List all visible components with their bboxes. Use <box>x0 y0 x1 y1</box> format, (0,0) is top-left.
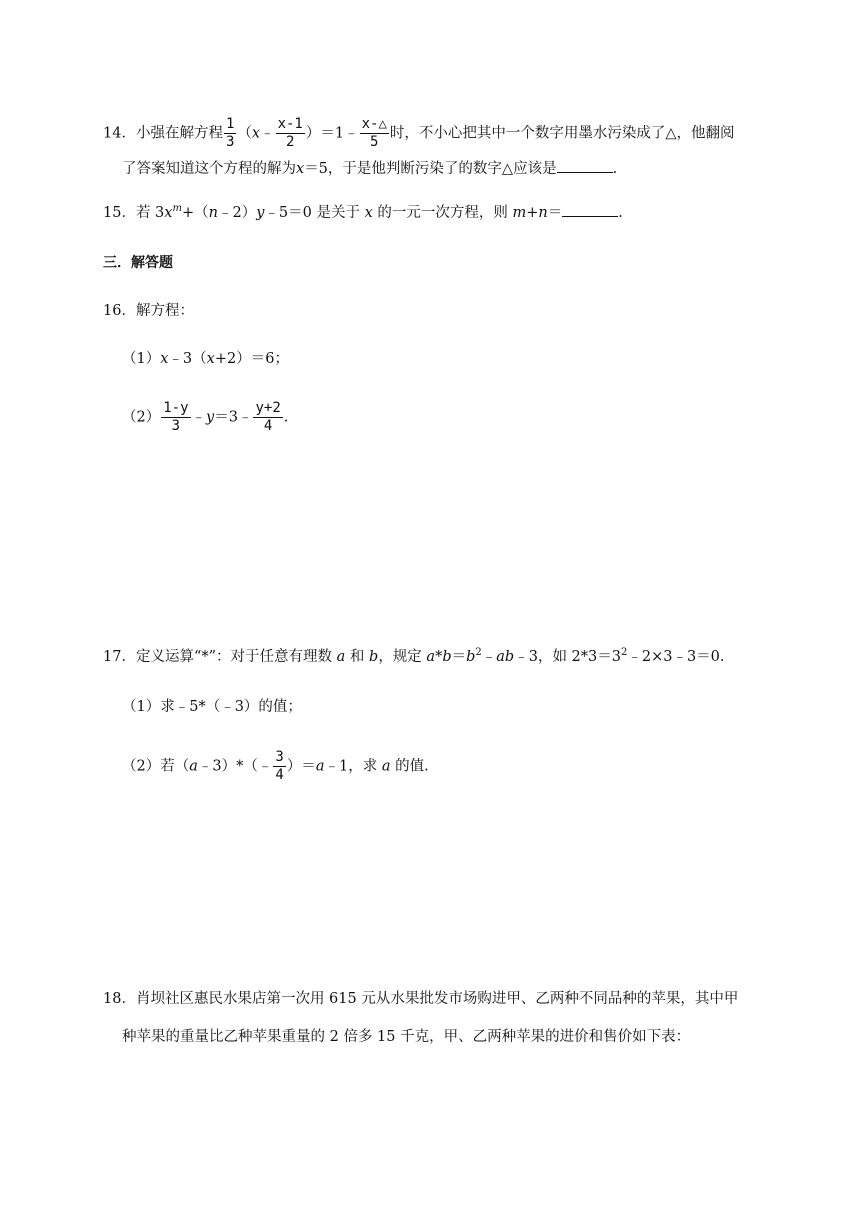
q14-line1: 14．小强在解方程 $\frac{1}{3}$ （x﹣ $\frac{x-1}{2}$ ）＝1﹣ $\frac{x-\triangle}{5}$ 时，不小心把其中一个数字用墨水污染成了△，他翻阅 <box>103 116 735 150</box>
fraction-3-over-4: $\frac{3}{4}$ <box>275 749 284 783</box>
q16-part1: （1）x﹣3（x+2）＝6； <box>122 351 289 367</box>
q18-line1: 18．肖坝社区惠民水果店第一次用 615 元从水果批发市场购进甲、乙两种不同品种的苹果，其中甲 <box>103 991 739 1007</box>
q17-stem: 17．定义运算“*”：对于任意有理数 a 和 b，规定 $a*b=b^2﹣ab﹣3$，如 $2*3=3^2﹣2\times 3﹣3=0$. <box>103 647 725 665</box>
fraction-x-minus-1-over-2: $\frac{x-1}{2}$ <box>277 116 303 150</box>
q16-part2: （2） $\frac{1-y}{3}$ ﹣y＝3﹣ $\frac{y+2}{4}$ . <box>122 400 289 434</box>
q18-line2: 种苹果的重量比乙种苹果重量的 2 倍多 15 千克，甲、乙两种苹果的进价和售价如下表： <box>122 1029 691 1045</box>
fraction-one-third: $\frac{1}{3}$ <box>225 116 235 150</box>
q15-line: 15．若 $3x^m+(n﹣2)y﹣5=0$ 是关于 x 的一元一次方程，则 m+n＝ . <box>103 201 623 223</box>
answer-blank[interactable] <box>557 157 613 173</box>
fraction-y-plus-2-over-4: $\frac{y+2}{4}$ <box>255 400 281 434</box>
q16-label: 16． <box>103 303 136 319</box>
q17-part2: （2）若（a﹣3）*（﹣ $\frac{3}{4}$ ）＝a﹣1，求 a 的值. <box>122 749 429 783</box>
q18-label: 18． <box>103 991 136 1007</box>
fraction-1-minus-y-over-3: $\frac{1-y}{3}$ <box>163 400 189 434</box>
q17-label: 17． <box>103 649 136 665</box>
q16-prompt: 16．解方程： <box>103 303 194 319</box>
q14-line2: 了答案知道这个方程的解为x＝5，于是他判断污染了的数字△应该是 . <box>122 157 617 179</box>
answer-blank[interactable] <box>562 201 618 217</box>
q17-part1: （1）求﹣5*（﹣3）的值； <box>122 699 302 715</box>
q15-label: 15． <box>103 205 136 221</box>
q14-label: 14． <box>103 125 136 142</box>
section-heading: 三．解答题 <box>103 255 173 271</box>
fraction-x-minus-triangle-over-5: $\frac{x-\triangle}{5}$ <box>361 116 387 150</box>
